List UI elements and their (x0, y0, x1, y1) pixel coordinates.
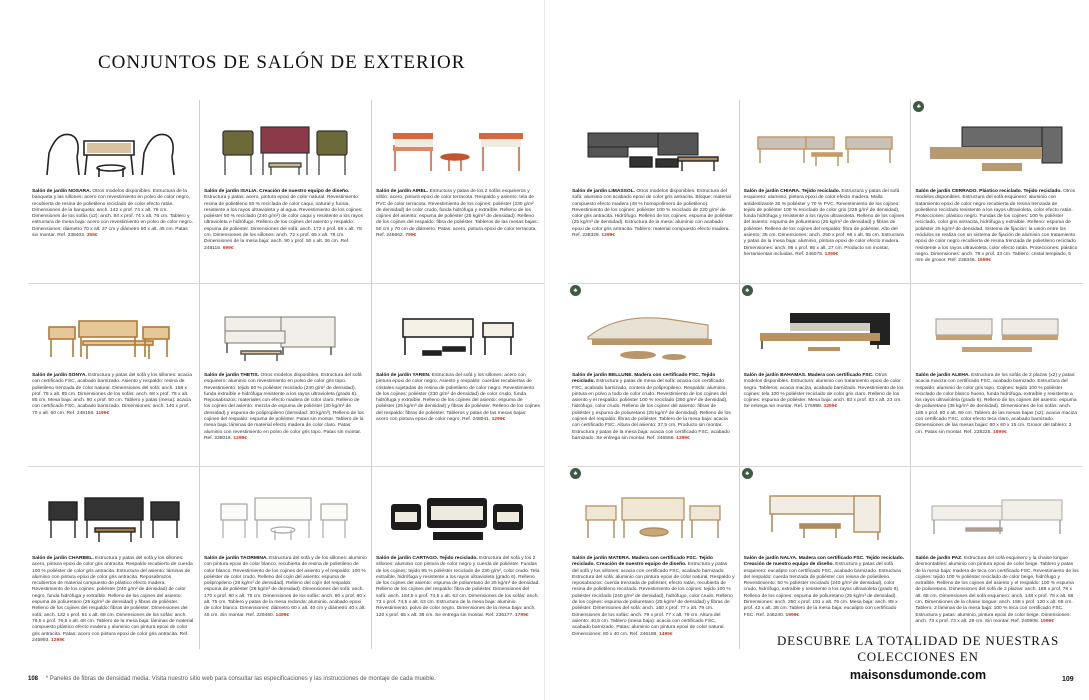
product-card[interactable] (740, 466, 912, 649)
product-description: Estructura y patas del sofá esquinero: aluminio, pintura epoxi de color efecto madera. Malla antideslizante 30 % poliéster y 70 % PVC. Revestimiento de los cojines: tejido de poliéster 100 % reciclado de color gris (225 g/m² de densidad), funda hidrófuga y resistente a los rayos ultravioleta. Relleno de los cojines del asiento: espuma de poliuretano (26 kg/m³ de densidad) y fibras de poliéster. Relleno de los cojines del respaldo: fibra de poliéster. Alto del asiento: 35 cm. Dimensiones: anch. 250 x prof. 66 x alt. 65 cm. Estructura y patas de la mesa baja: aluminio, pintura epoxi de color efecto madera. Dimensiones: anch. 86 x prof. 86 x alt. 27 cm. Producto sin montar, herramientas incluidas. Ref. 246075. (743, 189, 905, 257)
product-caption (915, 556, 1079, 625)
product-price: 799€ (405, 233, 417, 239)
footnote-text: * Paneles de fibras de densidad media. Visita nuestro sitio web para consultar las especificaciones y las instrucciones de montaje de cada mueble. (45, 676, 436, 682)
product-caption (204, 189, 367, 252)
product-caption (204, 556, 367, 619)
product-name: Salón de jardín SONYA. (32, 373, 87, 378)
product-price: 1299€ (491, 417, 506, 423)
product-card[interactable] (911, 100, 1083, 283)
product-image[interactable] (744, 103, 907, 183)
product-caption (744, 189, 907, 258)
product-card[interactable] (372, 100, 544, 283)
product-name: Salón de jardín YAREN. (376, 373, 431, 378)
product-price: 1999€ (785, 612, 800, 618)
product-image[interactable] (32, 470, 195, 550)
product-image[interactable] (204, 470, 367, 550)
product-image[interactable] (376, 103, 540, 183)
product-price: 1299€ (601, 233, 615, 239)
promo-website-link[interactable]: maisonsdumonde.com (849, 668, 987, 682)
product-description: Estructura y patas del sofá y los sillones: acacia con certificado FSC, acabado barnizado. Asiento y respaldo: resina de polietileno trenzada de color natural. Dimensiones del sofá: anch. 158 x prof. 78 x alt. 85 cm. Dimensiones de los sofás: anch. 68 x prof. 78 x alt. 85 cm. Mesa baja: anch. 90 x prof. 50 cm. Tablero y patas (mesa): acacia con certificado FSC, acabado barnizado. Dimensiones: anch. 140 x prof. 70 x alt. 60 cm. Ref. 248156. (32, 373, 192, 416)
product-name: Salón de jardín PAZ. (915, 556, 963, 561)
product-card[interactable] (911, 283, 1083, 466)
product-card[interactable] (200, 283, 372, 466)
product-image[interactable] (376, 287, 540, 367)
page-title: CONJUNTOS DE SALÓN DE EXTERIOR (98, 52, 466, 73)
product-caption (376, 373, 540, 423)
product-card[interactable] (372, 283, 544, 466)
product-price: 1299€ (51, 637, 65, 643)
product-description: Estructura y patas: acero, pintura epoxi de color natural. Revestimiento: resina de polietileno 50 % reciclada de color caqui, natural y fucsia, resistente a los rayos ultravioleta y al agua. Revestimiento de los cojines: poliéster 50 % reciclado (240 g/m²) de color caqui y resistente a los rayos ultravioleta e hidrófugo. Relleno de los cojines del asiento y respaldo: espuma de poliéster. Dimensiones del sofá: anch. 172 x prof. 65 x alt. 78 cm. Dimensiones de los sillones: anch. 72 x prof. 65 x alt. 78 cm. Dimensiones de la mesa baja: anch. 90 x prof. 50 x alt. 36 cm. Ref. 248115. (204, 195, 364, 251)
product-price: 1999€ (1040, 618, 1054, 624)
product-card[interactable] (28, 466, 200, 649)
product-description: Otros modelos disponibles. Estructura del sofá esquinero: aluminio con revestimiento en polvo de color gris topo. Revestimiento: tejido 50 % poliéster reciclado (240 g/m² de densidad), funda extraíble e hidrófuga resistente a los rayos ultravioleta (grado 6). Reposabrazos: materiales con efecto madera de color claro. Relleno de los cojines del asiento: mezcla de espuma de poliéster (30 kg/m³ de densidad) y espuma de polipropileno (densidad: 30 kg/m³). Relleno de los cojines del respaldo: espuma de poliéster. Patas sin montar. Tablero de la mesa baja: láminas de material efecto madera de color claro. Patas: aluminio con revestimiento en polvo de color gris topo. Patas sin montar. Ref. 238018. (204, 373, 364, 441)
product-image[interactable] (204, 287, 367, 367)
product-description: Otros modelos disponibles. Estructura del sofá esquinero: aluminio con tratamiento epoxi de color negro recubierta de resina trenzada de polietileno reciclado resistente a los rayos ultravioleta, color efecto ratán. Protecciones: plástico negro. Fundas de los cojines: 100 % poliéster reciclado, color gris antracita, hidrófuga y extraíble. Relleno: espuma de poliéster 25 kg/m³ de densidad. Sistema de fijación: la unión entre los módulos se realiza con un sistema de fijación de aluminio con tratamiento epoxi de color negro recubierta de resina trenzada de polietileno reciclado resistente a los rayos ultravioleta, color efecto ratán. Protecciones: plástico negro. Dimensiones: anch. 78 x prof. 33 cm. Tablero: cristal templado, 5 mm de grosor. Ref. 238346. (915, 189, 1078, 264)
product-caption (572, 556, 735, 638)
product-price: 1499€ (659, 631, 673, 637)
product-card[interactable] (740, 283, 912, 466)
product-card[interactable] (28, 283, 200, 466)
product-card[interactable] (200, 466, 372, 649)
page-number-right: 109 (1062, 676, 1074, 683)
product-image[interactable] (572, 287, 735, 367)
fsc-badge-icon: ♣ (570, 285, 581, 296)
fsc-badge-icon: ♣ (742, 285, 753, 296)
product-caption (376, 556, 540, 619)
product-caption (32, 189, 195, 239)
product-description: Otros modelos disponibles. Estructura: aluminio con tratamiento epoxi de color negro. Tableros: acacia maciza, acabado barnizado. Revestimiento de los cojines: tela 100 % poliéster reciclado de color gris claro. Relleno de los cojines: espuma de poliéster. Mesa baja: anch. 83 x prof. 83 x alt. 23 cm. Se entrega sin montar. Ref. 176998. (743, 373, 904, 410)
product-price: 1399€ (824, 251, 839, 257)
product-price: 1199€ (95, 410, 110, 416)
product-price: 1699€ (977, 258, 991, 264)
product-name: Salón de jardín CERRADO. Plástico reciclado. Tejido reciclado. (915, 189, 1062, 194)
product-price: 1899€ (993, 429, 1007, 435)
product-price: 1499€ (275, 612, 290, 618)
product-card[interactable] (740, 100, 912, 283)
product-image[interactable] (915, 103, 1079, 183)
product-caption (32, 556, 195, 644)
product-description: Estructura y patas del sofá y los sillones: acero, pintura epoxi de color gris antracita. Respaldo recubierto de cuerda 100 % poliéster de color gris antracita. Estructura del asiento: láminas de aluminio con pintura epoxi de color gris antracita. Reposabrazos recubiertos de material compuesto de plástico efecto madera. Revestimiento de los cojines: poliéster (240 g/m² de densidad) de color negro, funda hidrófuga y extraíble. Relleno de los cojines del asiento: espuma de poliuretano (25 kg/m³ de densidad) y fibras de poliéster. Relleno de los cojines del respaldo: fibras de poliéster. Dimensiones del sofá: anch. 132 x prof. 81 x alt. 68 cm. Dimensiones de los sofás: anch. 76,5 x prof. 76,5 x alt. 68 cm. Tablero de la mesa baja: láminas de material compuesto plástico efecto madera y aluminio con pintura epoxi de color gris antracita. Patas: acero con pintura epoxi de color gris antracita. Ref. 245993. (32, 556, 194, 643)
product-caption (572, 373, 735, 442)
product-image[interactable] (572, 470, 735, 550)
fsc-badge-icon: ♣ (570, 468, 581, 479)
product-caption (915, 189, 1079, 265)
product-description: Otros modelos disponibles. Estructura del sofá: aluminio con acabado epoxi de color gris antracita. Bloque: material compuesto efecto madera (48 % homopolímero de polietileno). Revestimiento de los cojines: poliéster 100 % reciclado de 220 g/m² de color gris antracita. Hidrófugo. Relleno de los cojines: espuma de poliéster (25 kg/m³ de densidad). Estructura de la mesa: aluminio con acabado epoxi de color gris antracita. Tablero: material compuesto efecto madera. Ref. 238329. (572, 189, 733, 239)
product-caption (744, 556, 907, 619)
product-price: 1299€ (233, 435, 247, 441)
product-description: Estructura del sofá y los 2 sillones: aluminio con pintura de color negro y cuerda de poliéster. Fundas de los cojines: tejido 95 % poliéster reciclado de 230 g/m², color crudo. Tela extraíble, hidrófuga y resistente a los rayos ultravioleta (grado 6). Relleno de los cojines del asiento: espuma de poliuretano de 25 kg/m³ de densidad. Relleno de los cojines del respaldo: fibra de poliéster. Dimensiones del sofá: anch. 184,5 x prof. 74,5 x alt. 63 cm. Dimensiones de los sofás: anch. 73 x prof. 74,5 x alt. 63 cm. Estructura de la mesa baja: aluminio. Revestimiento: polvo de color negro. Dimensiones de la mesa baja: anch. 120 x prof. 65 x alt. 38 cm. Se entrega sin montar. Ref. 236177. (376, 556, 540, 618)
product-caption (376, 189, 540, 239)
page-number-left: 108 (28, 676, 39, 682)
product-description: Estructura del sofá y los sillones: acero con pintura epoxi de color negro. Asiento y respaldo: cuerdas recubiertas de cristales sujetadas de resina de polietileno de color negro. Revestimiento de los cojines: poliéster (230 g/m² de densidad) de color crudo, funda hidrófuga y extraíble. Relleno de los cojines del asiento: espuma de poliéster (25 kg/m³ de densidad) y fibras de poliéster. Relleno de los cojines del respaldo: fibras de poliéster. Tableros y patas de las mesas bajas: acero con pintura epoxi de color negro. Ref. 248041. (376, 373, 540, 423)
product-image[interactable] (376, 470, 540, 550)
product-price: 699€ (222, 245, 234, 251)
product-name: Salón de jardín CHIARA. Tejido reciclado. (743, 189, 841, 194)
product-card[interactable] (911, 466, 1083, 649)
product-name: Salón de jardín LIMASSOL. (572, 189, 636, 194)
product-card[interactable] (372, 466, 544, 649)
promo-headline: DESCUBRE LA TOTALIDAD DE NUESTRAS COLECCIONES EN (776, 633, 1059, 664)
product-caption (744, 373, 907, 411)
product-image[interactable] (915, 287, 1079, 367)
product-name: Salón de jardín AIREL. (376, 189, 429, 194)
footnote (28, 676, 436, 682)
product-description: Estructura de los sofás de 2 plazas (x2) y patas: acacia maciza con certificado FSC, acabado barnizado. Estructura del respaldo: aluminio de color gris topo. Cojines: tejido 100 % poliéster reciclado de color blanco hueso, funda hidrófuga, extraíble y resistente a los rayos ultravioleta (grado 6). Relleno de los cojines del asiento: espuma de poliuretano (35 kg/m³ de densidad). Dimensiones de los sofás: anch. 185 x prof. 80 x alt. 69 cm. Tablero de las mesas bajas (x2): acacia maciza con certificado FSC, color efecto teca claro, acabado barnizado. Dimensiones de las mesas bajas: 60 x 60 x 15 cm. Grosor del tablero: 3 cm. Patas sin montar. Ref. 238225. (915, 373, 1077, 435)
product-name: Salón de jardín BELLUNE. Madera con certificado FSC. Tejido reciclado. (572, 373, 716, 385)
product-description: Estructura y patas del sofá esquinero: eucalipto con certificado FSC, acabado barnizado. Estructura del respaldo: cuerda trenzada de poliéster con resina de polietileno. Revestimiento: 50 % poliéster reciclado (240 g/m² de densidad), color crudo, hidrófugo, extraíble y resistente a los rayos ultravioleta (grado 6). Relleno de los cojines: espuma de poliuretano (25 kg/m³ de densidad). Dimensiones: anch. 250 x prof. 191 x alt. 76 cm. Mesa baja: anch. 89 x prof. 42 x alt. 38 cm. Tablero de la mesa baja: eucalipto con certificado FSC. Ref. 246240. (743, 562, 901, 618)
product-card[interactable] (568, 100, 740, 283)
product-card[interactable] (28, 100, 200, 283)
promo-banner (758, 633, 1078, 682)
product-card[interactable] (200, 100, 372, 283)
product-image[interactable] (572, 103, 735, 183)
spread-gutter (544, 0, 545, 700)
product-image[interactable] (744, 470, 907, 550)
product-caption (915, 373, 1079, 436)
product-image[interactable] (32, 287, 195, 367)
product-card[interactable] (568, 283, 740, 466)
product-description: Estructura del sofá esquinero y la chaise longue desmontables: aluminio con pintura epoxi de color beige. Tablero y patas de la mesa baja: madera de teca con certificado FSC. Revestimiento de los cojines: tejido 100 % poliéster reciclado de color beige, hidrófugo y extraíble. Relleno de los cojines del asiento y el respaldo: 100 % espuma de poliuretano. Dimensiones del sofá de 2 plazas: anch. 188 x prof. 78 x alt. 68 cm. Dimensiones del sofá esquinero: anch. 148 x prof. 78 x alt. 68 cm. Dimensiones de la chaise longue: anch. 158 x prof. 120 x alt. 68 cm. Tablero: 2 láminas de la mesa baja: 100 % teca con certificado FSC. Estructura y patas: aluminio, pintura epoxi de color beige. Dimensiones: anch. 73 x prof. 73 x alt. 29 cm. Sin montar. Ref. 240908. (915, 556, 1079, 624)
product-caption (32, 373, 195, 417)
product-name: Salón de jardín THETIS. (204, 373, 260, 378)
product-card[interactable] (568, 466, 740, 649)
right-page-grid (568, 100, 1083, 649)
product-description: Estructura y patas del sofá y los sillones: acacia con certificado FSC, acabado barnizado. Estructura del sofá: aluminio con pintura epoxi de color natural. Respaldo y reposabrazos: cuerda trenzada de poliéster, efecto ratán, recubierta de resina de polietileno reciclado. Revestimiento de los cojines: tejido 100 % poliéster reciclado (240 g/m² de densidad), hidrófugo, color crudo. Relleno de los cojines: espuma de poliuretano (25 kg/m³ de densidad) y fibras de poliéster. Dimensiones del sofá: anch. 160 x prof. 77 x alt. 79 cm. Dimensiones de los sofás: anch. 79 x prof. 77 x alt. 79 cm. Altura del asiento: 40,5 cm. Tablero (mesa baja): acacia con certificado FSC, acabado barnizado. Patas: aluminio con pintura epoxi de color natural. Dimensiones: 80 x 40 cm. Ref. 246188. (572, 562, 735, 637)
product-image[interactable] (744, 287, 907, 367)
product-caption (572, 189, 735, 239)
product-image[interactable] (915, 470, 1079, 550)
product-price: 1299€ (823, 404, 838, 410)
product-name: Salón de jardín BAHAMAS. Madera con certificado FSC. (743, 373, 874, 378)
product-description: Otros modelos disponibles. Estructura de la banqueta y las sillones: acero con revestimiento en polvo de color negro, recubierta de resina de polietileno reciclado de color efecto ratán. Dimensiones de la banqueta: anch. 142 x prof. 74 x alt. 76 cm. Dimensiones de los sofás (x2): anch. 84 x prof. 74 x alt. 76 cm. Tablero y estructura de mesa baja: acero con revestimiento en polvo de color negro. Dimensiones: diámetro 70 x alt. 37 cm y diámetro 50 x alt. 45 cm. Patas sin montar. Ref. 238403. (32, 189, 193, 239)
product-description: Estructura y patas de los 2 sofás esquineros y sillón: acero, pintura epoxi de color terracota. Respaldo y asiento: tela de PVC de color terracota. Revestimiento de los cojines: poliéster (230 g/m² de densidad) de color crudo, funda hidrófuga y extraíble. Relleno de los cojines del asiento: espuma de poliéster (25 kg/m³ de densidad). Relleno de los cojines del respaldo: fibra de poliéster. Tableros de las mesas bajas: 50 cm y 70 cm de diámetro. Patas: acero, pintura epoxi de color terracota. Ref. 245662. (376, 189, 538, 239)
fsc-badge-icon: ♣ (913, 101, 924, 112)
product-price: 1799€ (514, 612, 529, 618)
product-description: Estructura del sofá y de los sillones: aluminio con pintura epoxi de color blanco, recubierta de resina de polietileno de color blanco. Revestimiento de los cojines del asiento y el respaldo: 100 % poliéster de color crudo. Relleno del cojín del asiento: espuma de polipropileno (28 kg/m³ de densidad). Relleno del cojín del respaldo: espuma de poliéster (28 kg/m³ de densidad). Dimensiones del sofá: anch. 170 x prof. 80 x alt. 75 cm. Dimensiones de los sofás: anch. 80 x prof. 80 x alt. 75 cm. Tablero y patas de la mesa redonda: aluminio, acabado epoxi de color blanco. Dimensiones: diámetro 60 x alt. 40 cm y diámetro 40 x alt. 45 cm. Sin montar. Ref. 229460. (204, 556, 367, 618)
product-image[interactable] (204, 103, 367, 183)
product-caption (204, 373, 367, 442)
product-description: Estructura y patas de mesa del sofá: acacia con certificado FSC, acabado barnizado, contera de polipropileno. Respaldo: aluminio, pintura en polvo a todo de color crudo. Revestimiento de los cojines del asiento y el respaldo: poliéster 100 % reciclado (250 g/m² de densidad), hidrófugo, color crudo. Relleno de los cojines del asiento: fibras de poliéster y espuma de poliuretano (25 kg/m³ de densidad). Relleno de los cojines del respaldo: fibras de poliéster. Tablero de la mesa baja: acacia con certificado FSC. Altura del asiento: 37,5 cm. Producto sin montar. Estructura y patas de la mesa baja: acacia con certificado FSC, acabado barnizado. Se entrega sin montar. Ref. 246556. (572, 379, 731, 441)
product-name: Salón de jardín NOSARA. (32, 189, 91, 194)
left-page-grid (28, 100, 544, 649)
product-image[interactable] (32, 103, 195, 183)
product-name: Salón de jardín ALEHA. (915, 373, 970, 378)
fsc-badge-icon: ♣ (742, 468, 753, 479)
product-price: 355€ (86, 233, 98, 239)
product-name: Salón de jardín ISALIA. Creación de nuestro equipo de diseño. (204, 189, 350, 194)
product-name: Salón de jardín NALYA. Madera con certificado FSC. Tejido reciclado. Creación de nuestro equipo de diseño. (743, 556, 905, 568)
product-name: Salón de jardín MATERA. Madera con certificado FSC. Tejido reciclado. Creación de nuestro equipo de diseño. (572, 556, 713, 568)
product-name: Salón de jardín CARTAGO. Tejido reciclado. (376, 556, 478, 561)
product-name: Salón de jardín TAORMINA. (204, 556, 268, 561)
product-price: 1399€ (676, 435, 690, 441)
product-name: Salón de jardín CHARBEL. (32, 556, 94, 561)
